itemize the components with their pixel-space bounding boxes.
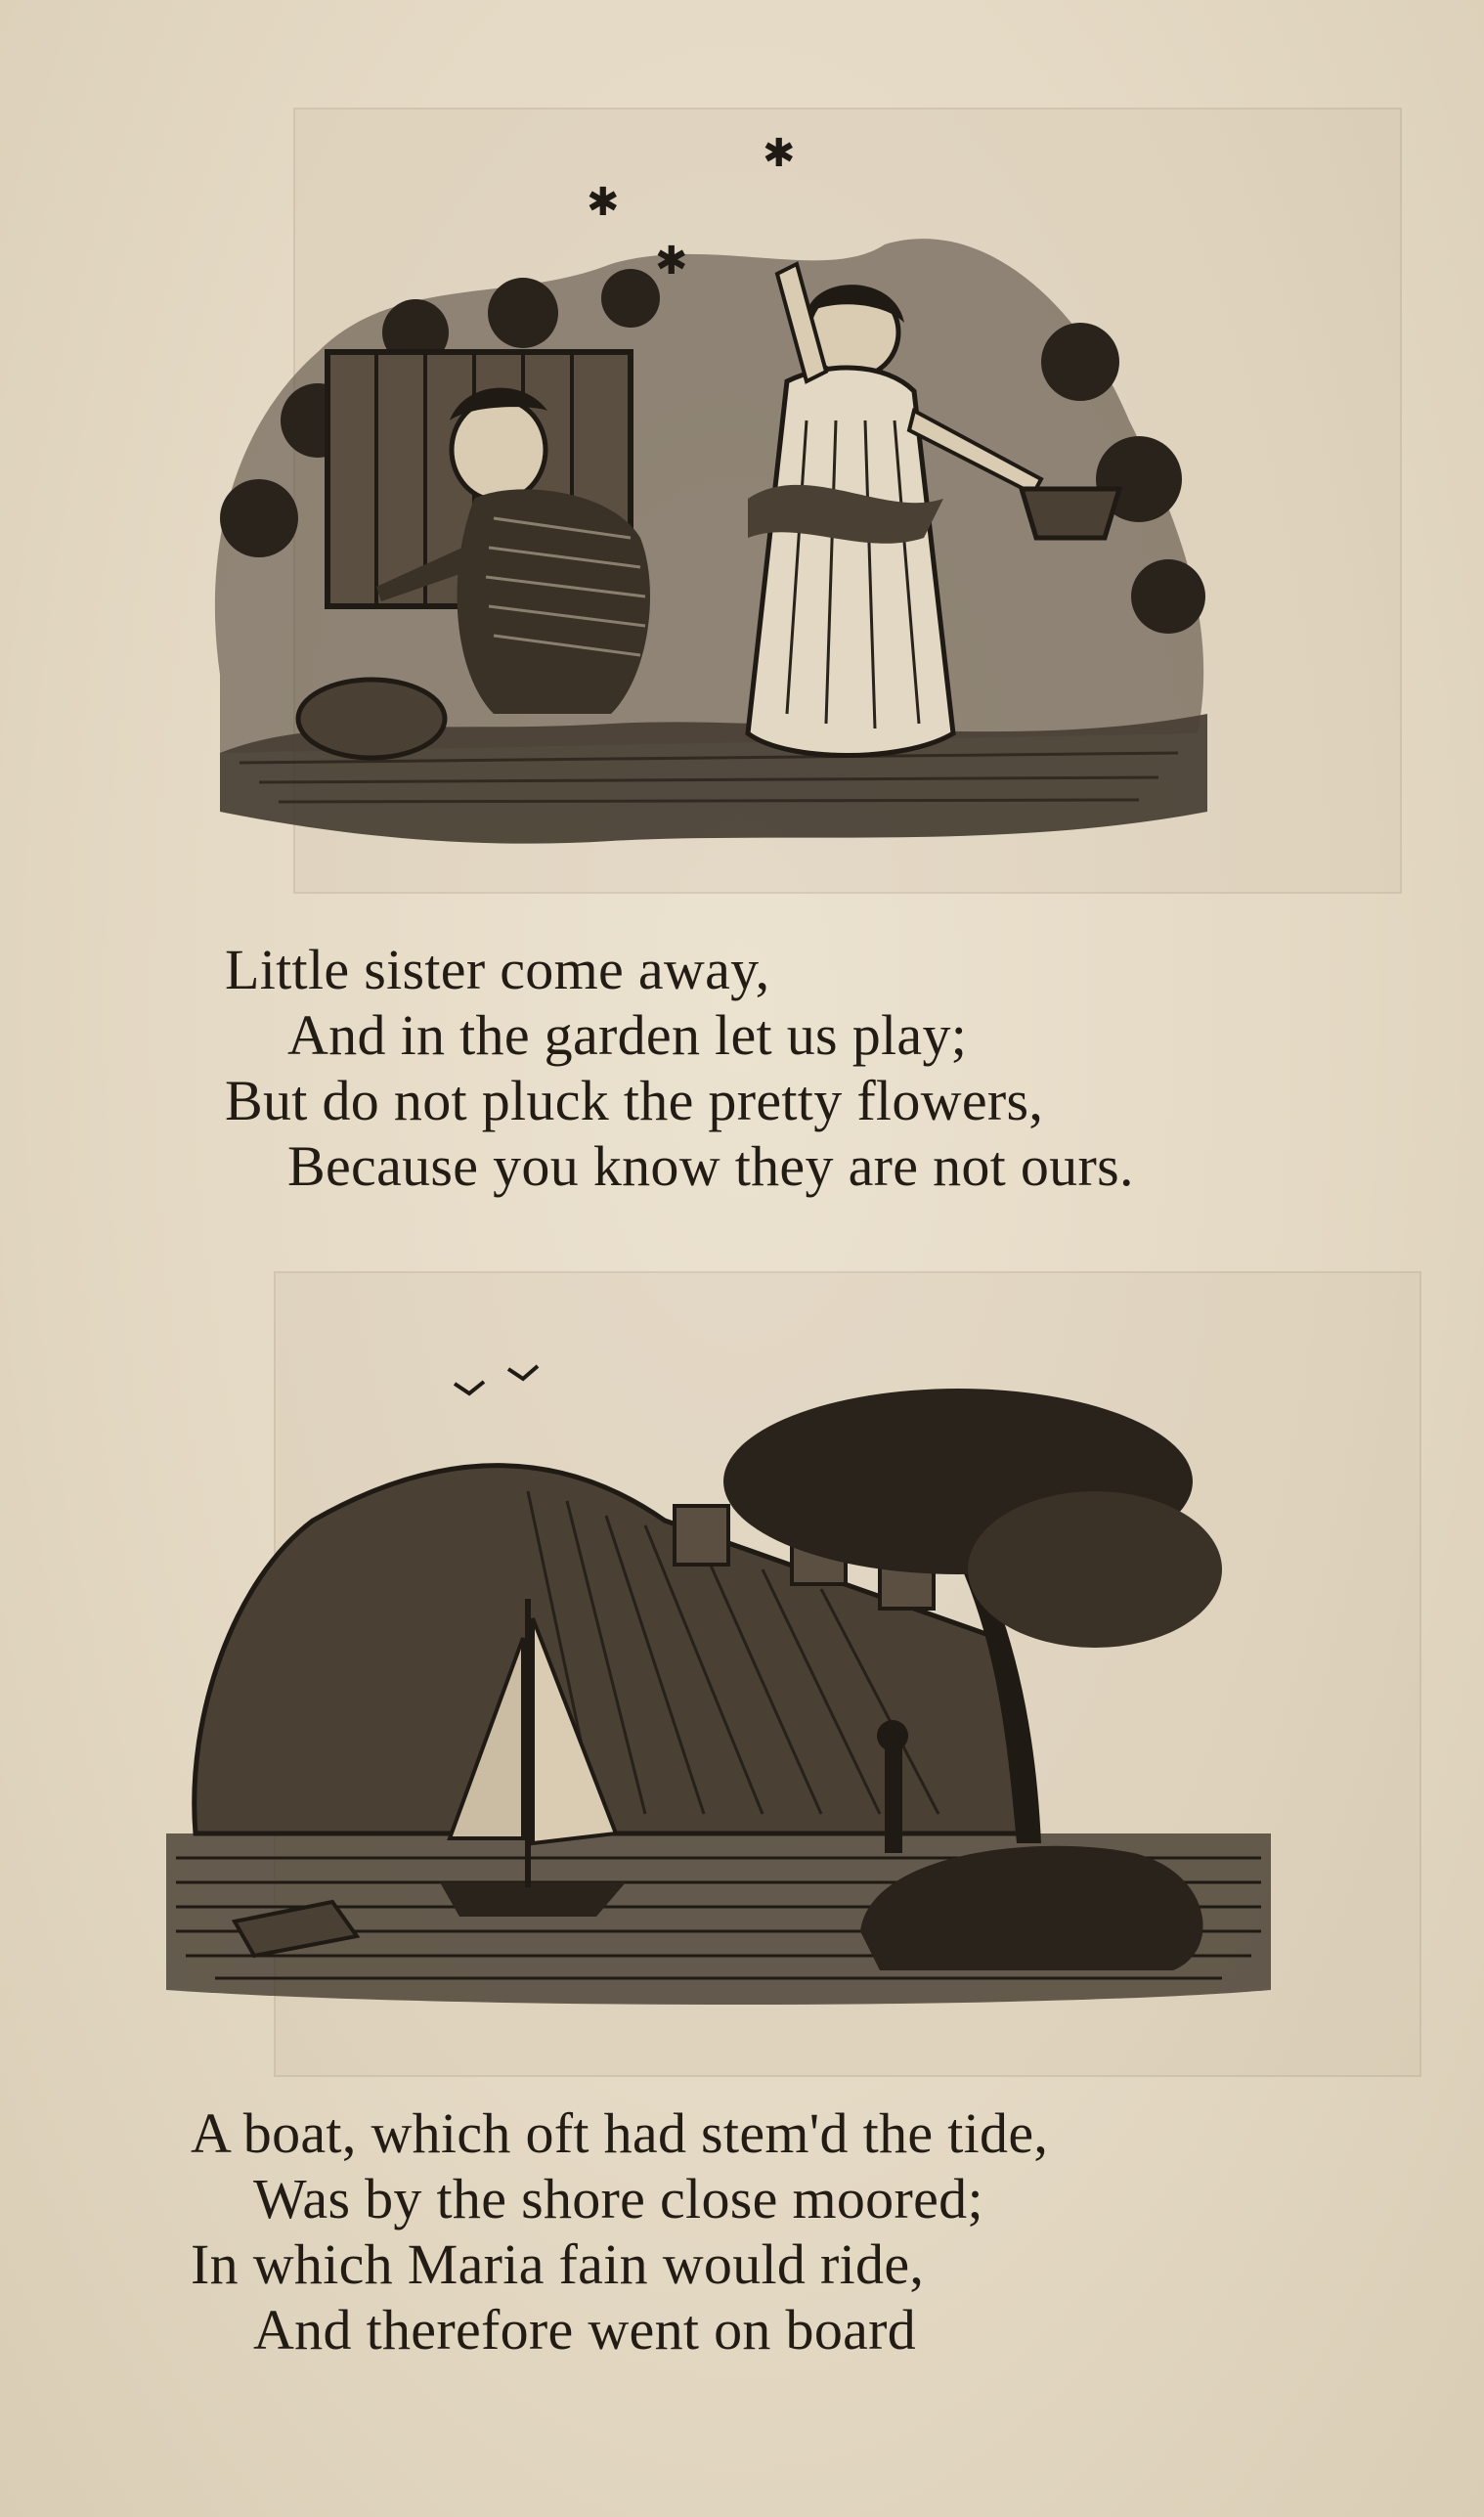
boat-illustration-svg xyxy=(156,1325,1281,2029)
verse-one-line-2: And in the garden let us play; xyxy=(287,1003,968,1067)
verse-two-line-4: And therefore went on board xyxy=(253,2298,917,2362)
verse-two-line-1: A boat, which oft had stem'd the tide, xyxy=(191,2101,1049,2165)
verse-one xyxy=(225,937,1134,1199)
svg-text:✱: ✱ xyxy=(587,180,620,225)
verse-one-line-3: But do not pluck the pretty flowers, xyxy=(225,1069,1044,1132)
verse-two-line-2: Was by the shore close moored; xyxy=(253,2167,983,2230)
verse-one-line-4: Because you know they are not ours. xyxy=(287,1134,1134,1198)
boat-castle-woodcut xyxy=(156,1325,1281,2029)
svg-text:✱: ✱ xyxy=(763,131,796,176)
verse-two xyxy=(191,2100,1048,2362)
verse-two-line-3: In which Maria fain would ride, xyxy=(191,2232,925,2296)
verse-one-line-1: Little sister come away, xyxy=(225,938,770,1001)
svg-text:✱: ✱ xyxy=(655,239,688,284)
garden-children-woodcut xyxy=(200,127,1222,851)
garden-illustration-svg xyxy=(200,127,1222,851)
